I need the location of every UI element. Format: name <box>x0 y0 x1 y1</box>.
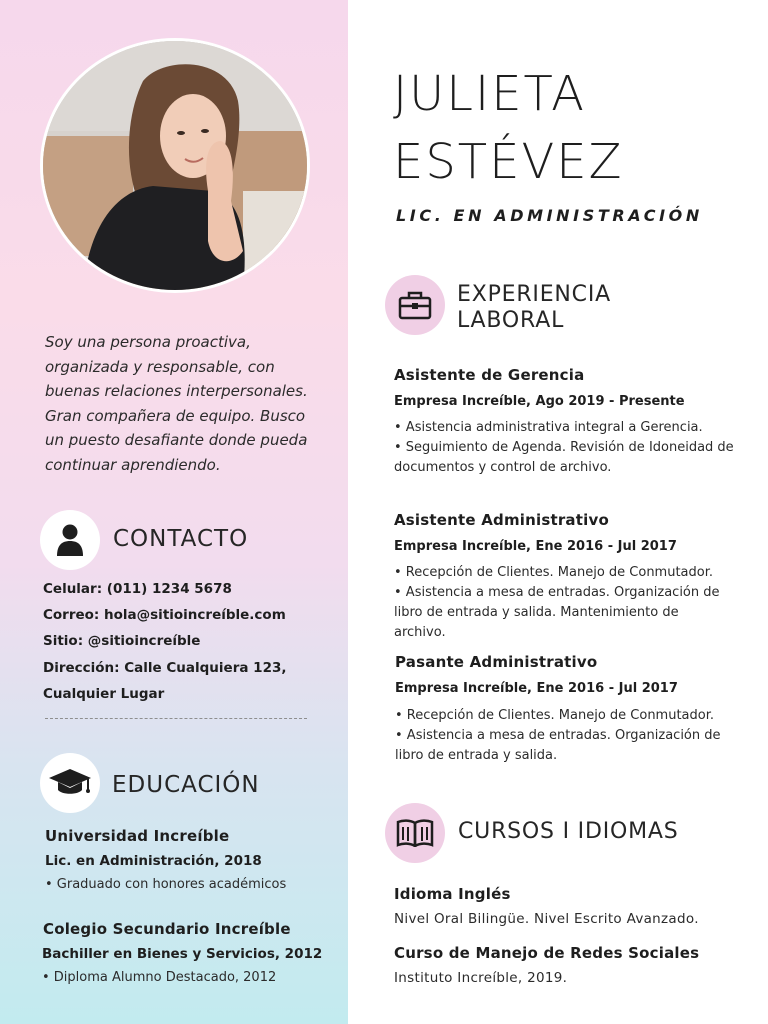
education-heading: EDUCACIÓN <box>112 772 260 798</box>
degree-title: LIC. EN ADMINISTRACIÓN <box>396 206 703 225</box>
job-desc-2-line: • Asistencia a mesa de entradas. Organización de libro de entrada y salida. Mantenimiento de archivo. <box>394 585 720 640</box>
job-company-1: Empresa Increíble, Ago 2019 - Presente <box>394 394 685 409</box>
course-desc-2: Instituto Increíble, 2019. <box>394 970 568 986</box>
education-icon-circle <box>40 753 100 813</box>
job-desc-1-line: • Seguimiento de Agenda. Revisión de Idoneidad de documentos y control de archivo. <box>394 440 734 475</box>
experience-heading <box>457 282 611 334</box>
job-company-3: Empresa Increíble, Ene 2016 - Jul 2017 <box>395 681 678 696</box>
education-degree-2: Bachiller en Bienes y Servicios, 2012 <box>42 946 323 962</box>
left-column <box>0 0 348 1024</box>
name-last: ESTÉVEZ <box>393 134 624 190</box>
graduation-cap-icon <box>48 768 92 798</box>
job-title-3: Pasante Administrativo <box>395 653 598 671</box>
education-school-2: Colegio Secundario Increíble <box>43 920 291 938</box>
experience-icon-circle <box>385 275 445 335</box>
job-desc-3 <box>395 706 735 766</box>
education-note-1: • Graduado con honores académicos <box>45 877 287 892</box>
job-title-2: Asistente Administrativo <box>394 511 609 529</box>
briefcase-icon <box>398 290 432 320</box>
job-desc-2-line: • Recepción de Clientes. Manejo de Conmutador. <box>394 565 714 580</box>
experience-heading-line2: LABORAL <box>457 308 565 333</box>
education-degree-1: Lic. en Administración, 2018 <box>45 853 262 869</box>
profile-summary: Soy una persona proactiva, organizada y responsable, con buenas relaciones interpersonales. Gran compañera de equipo. Busco un puesto desafiante donde pueda continuar aprendiendo. <box>45 333 308 474</box>
job-title-1: Asistente de Gerencia <box>394 366 585 384</box>
course-title-2: Curso de Manejo de Redes Sociales <box>394 944 700 962</box>
contact-address-line2: Cualquier Lugar <box>43 686 165 702</box>
contact-site: Sitio: @sitioincreíble <box>43 633 201 649</box>
course-title-1: Idioma Inglés <box>394 885 511 903</box>
job-desc-1-line: • Asistencia administrativa integral a Gerencia. <box>394 420 703 435</box>
job-desc-2 <box>394 563 734 643</box>
job-desc-3-line: • Recepción de Clientes. Manejo de Conmutador. <box>395 708 715 723</box>
contact-email: Correo: hola@sitioincreíble.com <box>43 607 286 623</box>
experience-heading-line1: EXPERIENCIA <box>457 282 611 307</box>
profile-photo <box>43 41 307 290</box>
courses-icon-circle <box>385 803 445 863</box>
course-desc-1: Nivel Oral Bilingüe. Nivel Escrito Avanzado. <box>394 911 699 927</box>
education-note-2: • Diploma Alumno Destacado, 2012 <box>42 970 277 985</box>
contact-phone: Celular: (011) 1234 5678 <box>43 581 232 597</box>
contact-icon-circle <box>40 510 100 570</box>
education-school-1: Universidad Increíble <box>45 827 230 845</box>
job-desc-1 <box>394 418 734 478</box>
contact-address: Dirección: Calle Cualquiera 123, <box>43 660 287 676</box>
job-desc-3-line: • Asistencia a mesa de entradas. Organización de libro de entrada y salida. <box>395 728 721 763</box>
courses-heading: CURSOS I IDIOMAS <box>458 819 679 844</box>
name-first: JULIETA <box>393 66 586 122</box>
divider <box>45 718 307 719</box>
profile-photo-frame <box>40 38 310 293</box>
job-company-2: Empresa Increíble, Ene 2016 - Jul 2017 <box>394 539 677 554</box>
book-icon <box>396 819 434 847</box>
contact-heading: CONTACTO <box>113 526 249 552</box>
person-icon <box>55 523 85 557</box>
